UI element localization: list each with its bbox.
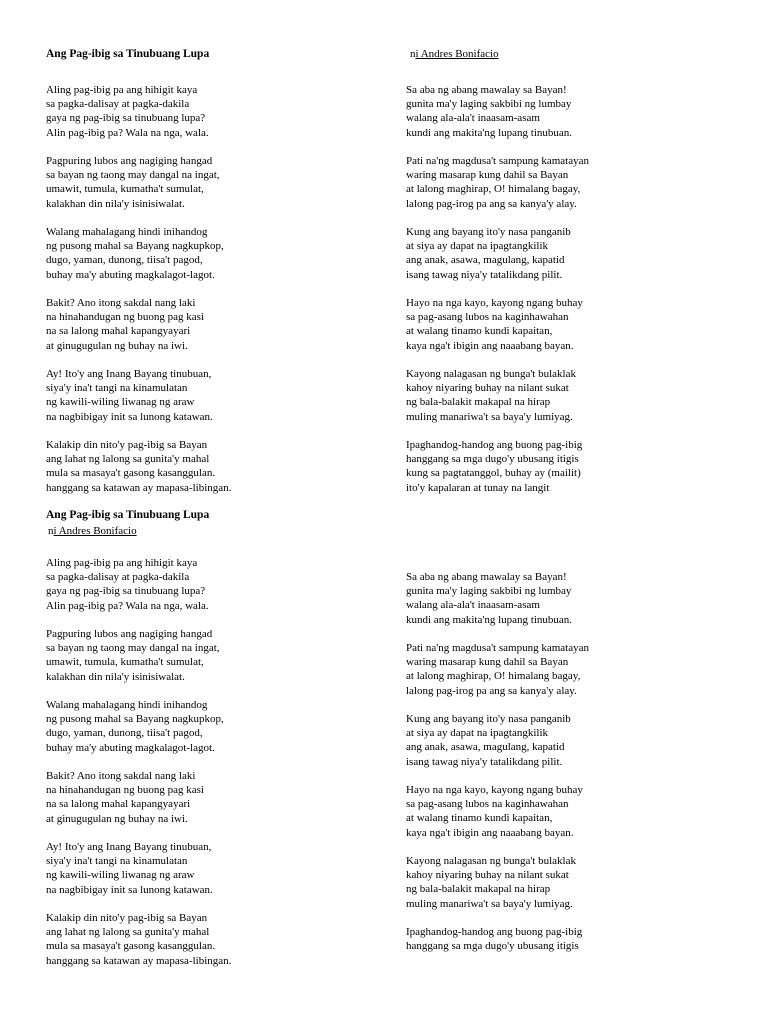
poem-line: Kalakip din nito'y pag-ibig sa Bayan xyxy=(46,439,208,451)
poem-line: Walang mahalagang hindi inihandog xyxy=(46,226,208,238)
poem-line: kahoy niyaring buhay na nilant sukat xyxy=(406,382,569,395)
poem-line: ng bala-balakit makapal na hirap xyxy=(406,883,551,896)
poem-line: Sa aba ng abang mawalay sa Bayan! xyxy=(406,84,567,96)
poem-line: kahoy niyaring buhay na nilant sukat xyxy=(406,869,569,882)
poem-line: ng kawili-wiling liwanag ng araw xyxy=(46,396,195,409)
poem-line: kalakhan din nila'y isinisiwalat. xyxy=(46,670,185,683)
poem-line: at lalong maghirap, O! himalang bagay, xyxy=(406,183,581,196)
poem-line: at siya ay dapat na ipagtangkilik xyxy=(406,240,549,253)
poem-line: muling manariwa't sa baya'y lumiyag. xyxy=(406,897,573,910)
poem-line: hanggang sa katawan ay mapasa-libingan. xyxy=(46,954,232,967)
poem-line: ang anak, asawa, magulang, kapatid xyxy=(406,254,565,267)
poem-line: Kung ang bayang ito'y nasa panganib xyxy=(406,226,571,238)
poem-line: kalakhan din nila'y isinisiwalat. xyxy=(46,197,185,210)
poem-line: Sa aba ng abang mawalay sa Bayan! xyxy=(406,571,567,583)
poem-line: Walang mahalagang hindi inihandog xyxy=(46,699,208,711)
poem-line: sa pagka-dalisay at pagka-dakila xyxy=(46,98,190,111)
stanza xyxy=(46,627,220,684)
stanza xyxy=(46,769,204,826)
stanza xyxy=(406,641,589,698)
poem-line: Pati na'ng magdusa't sampung kamatayan xyxy=(406,155,589,167)
author-name: i Andres Bonifacio xyxy=(415,48,499,60)
poem-line: at ginugugulan ng buhay na iwi. xyxy=(46,812,188,825)
poem-line: buhay ma'y abuting magkalagot-lagot. xyxy=(46,741,215,754)
poem-author xyxy=(410,47,499,61)
poem-line: gaya ng pag-ibig sa tinubuang lupa? xyxy=(46,585,206,598)
poem-line: sa bayan ng taong may dangal na ingat, xyxy=(46,169,220,182)
poem-line: Aling pag-ibig pa ang hihigit kaya xyxy=(46,557,198,569)
poem-line: muling manariwa't sa baya'y lumiyag. xyxy=(406,410,573,423)
poem-line: at lalong maghirap, O! himalang bagay, xyxy=(406,670,581,683)
poem-line: isang tawag niya'y tatalikdang pilit. xyxy=(406,268,563,281)
poem-line: ng bala-balakit makapal na hirap xyxy=(406,396,551,409)
poem-line: na sa lalong mahal kapangyayari xyxy=(46,798,191,811)
poem-line: Aling pag-ibig pa ang hihigit kaya xyxy=(46,84,198,96)
poem-line: mula sa masaya't gasong kasanggulan. xyxy=(46,467,216,480)
poem-line: Alin pag-ibig pa? Wala na nga, wala. xyxy=(46,126,209,139)
poem-line: na nagbibigay init sa lunong katawan. xyxy=(46,883,213,896)
stanza xyxy=(46,438,231,495)
poem-line: Pagpuring lubos ang nagiging hangad xyxy=(46,155,213,167)
poem-line: isang tawag niya'y tatalikdang pilit. xyxy=(406,755,563,768)
poem-line: Hayo na nga kayo, kayong ngang buhay xyxy=(406,297,583,309)
poem-line: hanggang sa katawan ay mapasa-libingan. xyxy=(46,481,232,494)
poem-line: at walang tinamo kundi kapaitan, xyxy=(406,812,553,825)
poem-line: Hayo na nga kayo, kayong ngang buhay xyxy=(406,784,583,796)
poem-line: sa pagka-dalisay at pagka-dakila xyxy=(46,571,190,584)
poem-line: walang ala-ala't inaasam-asam xyxy=(406,112,540,125)
poem-line: hanggang sa mga dugo'y ubusang itigis xyxy=(406,940,579,953)
poem-line: Pagpuring lubos ang nagiging hangad xyxy=(46,628,213,640)
poem-line: ng pusong mahal sa Bayang nagkupkop, xyxy=(46,240,224,253)
poem-line: waring masarap kung dahil sa Bayan xyxy=(406,169,569,182)
poem-line: sa pag-asang lubos na kaginhawahan xyxy=(406,311,569,324)
poem-line: hanggang sa mga dugo'y ubusang itigis xyxy=(406,453,579,466)
poem-line: ng pusong mahal sa Bayang nagkupkop, xyxy=(46,713,224,726)
poem-line: siya'y ina't tangi na kinamulatan xyxy=(46,855,188,868)
author-name: i Andres Bonifacio xyxy=(53,525,137,537)
stanza xyxy=(46,225,224,282)
poem-line: ang anak, asawa, magulang, kapatid xyxy=(406,741,565,754)
poem-line: gunita ma'y laging sakbibi ng lumbay xyxy=(406,585,572,598)
poem-line: Ay! Ito'y ang Inang Bayang tinubuan, xyxy=(46,368,212,380)
poem-title: Ang Pag-ibig sa Tinubuang Lupa xyxy=(46,48,210,60)
poem-line: at siya ay dapat na ipagtangkilik xyxy=(406,727,549,740)
poem-line: dugo, yaman, dunong, tiisa't pagod, xyxy=(46,254,203,267)
stanza xyxy=(46,296,204,353)
poem-author xyxy=(48,524,137,538)
poem-line: Kayong nalagasan ng bunga't bulaklak xyxy=(406,368,576,380)
poem-line: sa pag-asang lubos na kaginhawahan xyxy=(406,798,569,811)
poem-line: na hinahandugan ng buong pag kasi xyxy=(46,784,204,797)
poem-line: kundi ang makita'ng lupang tinubuan. xyxy=(406,126,573,139)
poem-line: kung sa pagtatanggol, buhay ay (mailit) xyxy=(406,467,581,480)
poem-line: Ipaghandog-handog ang buong pag-ibig xyxy=(406,439,583,451)
stanza xyxy=(46,698,224,755)
poem-title: Ang Pag-ibig sa Tinubuang Lupa xyxy=(46,509,210,521)
poem-line: waring masarap kung dahil sa Bayan xyxy=(406,656,569,669)
stanza xyxy=(406,296,583,353)
stanza xyxy=(46,840,213,897)
poem-line: gunita ma'y laging sakbibi ng lumbay xyxy=(406,98,572,111)
stanza xyxy=(406,154,589,211)
poem-line: kaya nga't ibigin ang naaabang bayan. xyxy=(406,339,574,352)
poem-line: ng kawili-wiling liwanag ng araw xyxy=(46,869,195,882)
author-prefix: n xyxy=(48,525,54,537)
poem-line: mula sa masaya't gasong kasanggulan. xyxy=(46,940,216,953)
poem-line: Ay! Ito'y ang Inang Bayang tinubuan, xyxy=(46,841,212,853)
poem-line: Alin pag-ibig pa? Wala na nga, wala. xyxy=(46,599,209,612)
stanza xyxy=(406,83,572,140)
stanza xyxy=(406,438,582,495)
stanza xyxy=(46,367,213,424)
poem-line: walang ala-ala't inaasam-asam xyxy=(406,599,540,612)
poem-line: gaya ng pag-ibig sa tinubuang lupa? xyxy=(46,112,206,125)
poem-line: Bakit? Ano itong sakdal nang laki xyxy=(46,297,196,309)
stanza xyxy=(406,225,571,282)
poem-line: Pati na'ng magdusa't sampung kamatayan xyxy=(406,642,589,654)
poem-line: na hinahandugan ng buong pag kasi xyxy=(46,311,204,324)
author-prefix: n xyxy=(410,48,416,60)
poem-line: Kayong nalagasan ng bunga't bulaklak xyxy=(406,855,576,867)
poem-line: ang lahat ng lalong sa gunita'y mahal xyxy=(46,926,210,939)
stanza xyxy=(46,911,231,968)
poem-line: na sa lalong mahal kapangyayari xyxy=(46,325,191,338)
poem-line: Bakit? Ano itong sakdal nang laki xyxy=(46,770,196,782)
poem-line: lalong pag-irog pa ang sa kanya'y alay. xyxy=(406,684,577,697)
stanza xyxy=(406,712,571,769)
stanza xyxy=(406,854,576,911)
poem-line: Kung ang bayang ito'y nasa panganib xyxy=(406,713,571,725)
poem-line: umawit, tumula, kumatha't sumulat, xyxy=(46,656,204,669)
stanza xyxy=(46,154,220,211)
poem-line: Ipaghandog-handog ang buong pag-ibig xyxy=(406,926,583,938)
stanza xyxy=(406,367,576,424)
poem-line: Kalakip din nito'y pag-ibig sa Bayan xyxy=(46,912,208,924)
stanza xyxy=(406,783,583,840)
poem-line: at walang tinamo kundi kapaitan, xyxy=(406,325,553,338)
stanza xyxy=(46,83,209,140)
poem-line: siya'y ina't tangi na kinamulatan xyxy=(46,382,188,395)
stanza xyxy=(406,925,582,953)
poem-line: at ginugugulan ng buhay na iwi. xyxy=(46,339,188,352)
poem-line: sa bayan ng taong may dangal na ingat, xyxy=(46,642,220,655)
poem-line: umawit, tumula, kumatha't sumulat, xyxy=(46,183,204,196)
stanza xyxy=(406,570,572,627)
poem-line: lalong pag-irog pa ang sa kanya'y alay. xyxy=(406,197,577,210)
stanza xyxy=(46,556,209,613)
poem-line: ito'y kapalaran at tunay na langit xyxy=(406,481,550,494)
poem-line: dugo, yaman, dunong, tiisa't pagod, xyxy=(46,727,203,740)
poem-line: kaya nga't ibigin ang naaabang bayan. xyxy=(406,826,574,839)
poem-line: buhay ma'y abuting magkalagot-lagot. xyxy=(46,268,215,281)
poem-line: kundi ang makita'ng lupang tinubuan. xyxy=(406,613,573,626)
poem-line: ang lahat ng lalong sa gunita'y mahal xyxy=(46,453,210,466)
poem-line: na nagbibigay init sa lunong katawan. xyxy=(46,410,213,423)
